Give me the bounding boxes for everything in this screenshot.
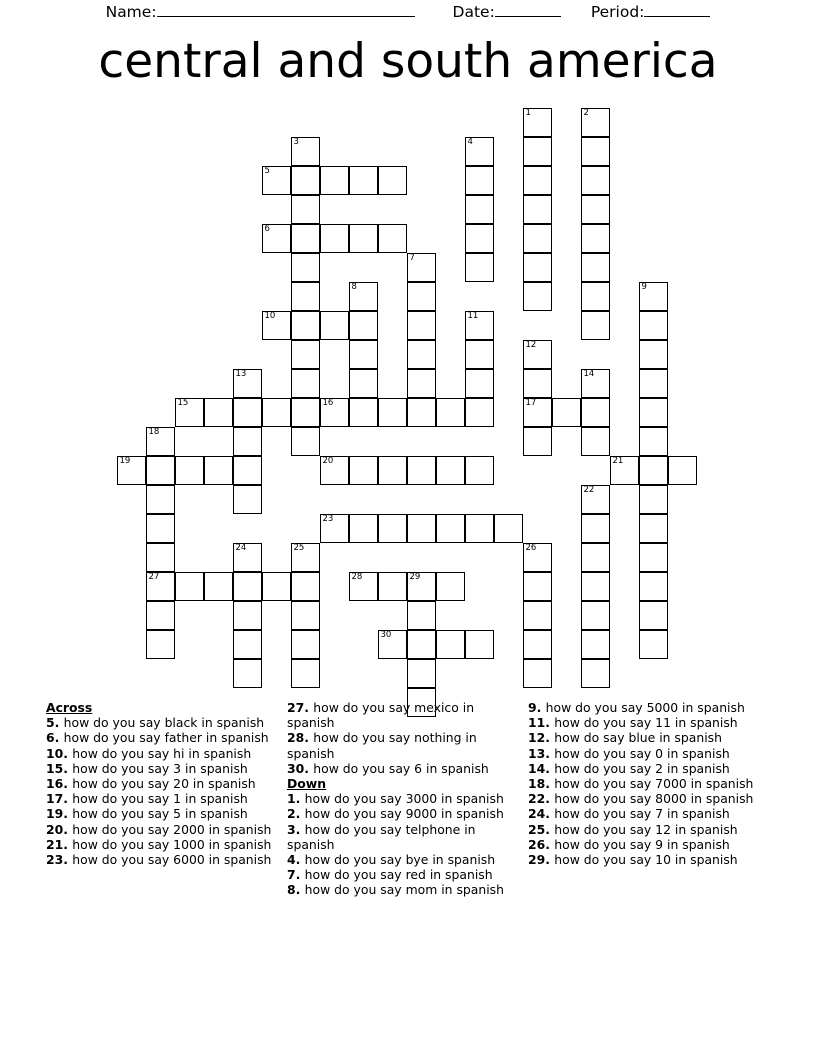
- clue-number: 19.: [46, 806, 73, 822]
- down-clue-11: [528, 715, 760, 730]
- across-clue-6: [46, 730, 277, 745]
- grid-cell[interactable]: [639, 572, 668, 601]
- grid-clue-number: 26: [525, 543, 537, 553]
- grid-clue-number: 10: [264, 311, 276, 321]
- grid-cell[interactable]: [436, 514, 465, 543]
- grid-cell[interactable]: [639, 514, 668, 543]
- across-clue-17: [46, 791, 277, 806]
- grid-cell[interactable]: [436, 398, 465, 427]
- clue-number: 10.: [46, 745, 73, 761]
- clue-number: 2.: [287, 806, 305, 822]
- grid-cell-start-26[interactable]: [523, 543, 552, 572]
- down-clue-29: [528, 852, 760, 867]
- clue-number: 23.: [46, 852, 73, 868]
- grid-cell-start-22[interactable]: [581, 485, 610, 514]
- grid-cell[interactable]: [233, 630, 262, 659]
- grid-cell[interactable]: [378, 456, 407, 485]
- grid-cell[interactable]: [233, 659, 262, 688]
- clue-number: 14.: [528, 760, 555, 776]
- clue-text: how do you say 1000 in spanish: [72, 836, 272, 852]
- grid-cell-start-23[interactable]: [320, 514, 349, 543]
- grid-cell[interactable]: [581, 253, 610, 282]
- grid-cell[interactable]: [262, 398, 291, 427]
- grid-cell[interactable]: [233, 398, 262, 427]
- grid-cell[interactable]: [291, 195, 320, 224]
- grid-cell[interactable]: [146, 514, 175, 543]
- down-clue-4: [287, 852, 518, 867]
- grid-cell[interactable]: [291, 253, 320, 282]
- grid-cell[interactable]: [639, 340, 668, 369]
- grid-cell-start-27[interactable]: [146, 572, 175, 601]
- clue-number: 28.: [287, 730, 314, 746]
- grid-cell[interactable]: [233, 427, 262, 456]
- clue-text: how do you say 11 in spanish: [554, 715, 738, 731]
- clue-number: 4.: [287, 852, 305, 868]
- clue-number: 20.: [46, 821, 73, 837]
- grid-cell[interactable]: [378, 572, 407, 601]
- grid-cell[interactable]: [523, 224, 552, 253]
- clue-number: 29.: [528, 852, 555, 868]
- grid-cell[interactable]: [291, 398, 320, 427]
- clue-number: 12.: [528, 730, 555, 746]
- clue-text: how do you say mexico in spanish: [287, 700, 475, 731]
- period-label: Period:: [590, 3, 645, 21]
- clue-number: 7.: [287, 867, 305, 883]
- grid-cell[interactable]: [291, 601, 320, 630]
- grid-cell[interactable]: [233, 601, 262, 630]
- down-clue-3: [287, 822, 518, 852]
- clue-text: how do you say 1 in spanish: [72, 791, 248, 807]
- grid-cell[interactable]: [523, 282, 552, 311]
- clue-text: how do you say mom in spanish: [304, 882, 504, 898]
- clue-number: 24.: [528, 806, 555, 822]
- grid-cell[interactable]: [639, 427, 668, 456]
- grid-cell[interactable]: [349, 456, 378, 485]
- down-clue-25: [528, 822, 760, 837]
- grid-cell[interactable]: [349, 514, 378, 543]
- clue-number: 8.: [287, 882, 305, 898]
- grid-cell[interactable]: [523, 601, 552, 630]
- grid-cell[interactable]: [146, 456, 175, 485]
- grid-cell[interactable]: [523, 137, 552, 166]
- grid-cell-start-4[interactable]: [465, 137, 494, 166]
- down-clue-26: [528, 837, 760, 852]
- grid-clue-number: 18: [148, 427, 160, 437]
- grid-cell[interactable]: [146, 543, 175, 572]
- across-clue-21: [46, 837, 277, 852]
- grid-cell[interactable]: [639, 543, 668, 572]
- grid-cell[interactable]: [407, 398, 436, 427]
- down-clue-9: [528, 700, 760, 715]
- down-clue-8: [287, 882, 518, 897]
- clue-number: 13.: [528, 745, 555, 761]
- grid-cell[interactable]: [639, 485, 668, 514]
- grid-cell[interactable]: [581, 137, 610, 166]
- grid-cell[interactable]: [407, 340, 436, 369]
- grid-cell[interactable]: [320, 166, 349, 195]
- clue-text: how do you say 7000 in spanish: [554, 776, 754, 792]
- clue-text: how do you say 7 in spanish: [554, 806, 730, 822]
- down-clue-2: [287, 806, 518, 821]
- grid-cell[interactable]: [581, 659, 610, 688]
- grid-clue-number: 23: [322, 514, 334, 524]
- page-title: central and south america: [98, 34, 718, 89]
- clue-number: 3.: [287, 821, 305, 837]
- across-clue-16: [46, 776, 277, 791]
- clue-number: 9.: [528, 700, 546, 715]
- grid-cell[interactable]: [581, 282, 610, 311]
- across-clue-30: [287, 761, 518, 776]
- grid-cell-start-11[interactable]: [465, 311, 494, 340]
- grid-cell[interactable]: [146, 601, 175, 630]
- grid-cell-start-5[interactable]: [262, 166, 291, 195]
- clue-text: how do you say 8000 in spanish: [554, 791, 754, 807]
- grid-cell[interactable]: [407, 601, 436, 630]
- clue-text: how do you say 3000 in spanish: [304, 791, 504, 807]
- clue-text: how do you say 2 in spanish: [554, 760, 730, 776]
- grid-cell[interactable]: [378, 398, 407, 427]
- clue-number: 16.: [46, 776, 73, 792]
- grid-clue-number: 13: [235, 369, 247, 379]
- grid-cell[interactable]: [465, 514, 494, 543]
- grid-cell[interactable]: [639, 369, 668, 398]
- clue-text: how do you say 9 in spanish: [554, 836, 730, 852]
- grid-cell[interactable]: [436, 572, 465, 601]
- grid-clue-number: 30: [380, 630, 392, 640]
- clue-text: how do you say 10 in spanish: [554, 852, 738, 868]
- clue-number: 25.: [528, 821, 555, 837]
- clue-number: 21.: [46, 836, 73, 852]
- grid-cell[interactable]: [175, 456, 204, 485]
- clue-text: how do you say 20 in spanish: [72, 776, 256, 792]
- clue-text: how do you say 2000 in spanish: [72, 821, 272, 837]
- grid-cell-start-24[interactable]: [233, 543, 262, 572]
- grid-clue-number: 4: [467, 137, 473, 147]
- down-clue-12: [528, 730, 760, 745]
- grid-cell[interactable]: [378, 514, 407, 543]
- grid-cell[interactable]: [407, 514, 436, 543]
- grid-cell[interactable]: [581, 166, 610, 195]
- grid-cell[interactable]: [465, 398, 494, 427]
- grid-cell-start-2[interactable]: [581, 108, 610, 137]
- grid-clue-number: 2: [583, 108, 589, 118]
- grid-cell[interactable]: [581, 601, 610, 630]
- grid-cell[interactable]: [349, 340, 378, 369]
- clue-text: how do you say hi in spanish: [72, 745, 252, 761]
- grid-cell-start-16[interactable]: [320, 398, 349, 427]
- across-heading: Across: [46, 700, 93, 715]
- grid-cell[interactable]: [349, 369, 378, 398]
- grid-cell[interactable]: [291, 572, 320, 601]
- clue-number: 22.: [528, 791, 555, 807]
- clue-text: how do you say father in spanish: [63, 730, 269, 746]
- grid-cell[interactable]: [349, 224, 378, 253]
- grid-cell[interactable]: [291, 659, 320, 688]
- grid-clue-number: 19: [119, 456, 131, 466]
- grid-cell[interactable]: [378, 224, 407, 253]
- grid-cell[interactable]: [465, 630, 494, 659]
- grid-cell-start-21[interactable]: [610, 456, 639, 485]
- grid-cell[interactable]: [233, 572, 262, 601]
- grid-cell[interactable]: [378, 166, 407, 195]
- grid-cell-start-18[interactable]: [146, 427, 175, 456]
- grid-cell[interactable]: [349, 311, 378, 340]
- grid-cell-start-6[interactable]: [262, 224, 291, 253]
- clue-text: how do you say bye in spanish: [304, 852, 496, 868]
- grid-clue-number: 27: [148, 572, 160, 582]
- grid-cell[interactable]: [523, 369, 552, 398]
- grid-cell-start-28[interactable]: [349, 572, 378, 601]
- grid-cell[interactable]: [494, 514, 523, 543]
- grid-cell[interactable]: [407, 369, 436, 398]
- down-heading: Down: [287, 776, 327, 792]
- grid-clue-number: 3: [293, 137, 299, 147]
- clue-text: how do you say 3 in spanish: [72, 760, 248, 776]
- period-blank-line[interactable]: [644, 2, 710, 17]
- grid-cell[interactable]: [204, 398, 233, 427]
- grid-cell[interactable]: [581, 630, 610, 659]
- clue-number: 18.: [528, 776, 555, 792]
- grid-cell[interactable]: [581, 311, 610, 340]
- grid-cell-start-14[interactable]: [581, 369, 610, 398]
- grid-clue-number: 22: [583, 485, 595, 495]
- name-label: Name:: [105, 3, 157, 21]
- grid-cell[interactable]: [552, 398, 581, 427]
- down-clue-22: [528, 791, 760, 806]
- grid-cell[interactable]: [291, 224, 320, 253]
- grid-cell[interactable]: [639, 601, 668, 630]
- grid-cell[interactable]: [175, 572, 204, 601]
- grid-cell[interactable]: [291, 369, 320, 398]
- grid-clue-number: 12: [525, 340, 537, 350]
- clue-number: 5.: [46, 715, 64, 731]
- grid-cell[interactable]: [465, 456, 494, 485]
- grid-cell[interactable]: [291, 311, 320, 340]
- grid-cell-start-9[interactable]: [639, 282, 668, 311]
- clue-column-2: [287, 700, 528, 898]
- grid-cell[interactable]: [291, 630, 320, 659]
- across-clue-28: [287, 730, 518, 760]
- across-clue-15: [46, 761, 277, 776]
- grid-cell[interactable]: [523, 195, 552, 224]
- down-clue-1: [287, 791, 518, 806]
- grid-clue-number: 9: [641, 282, 647, 292]
- grid-cell[interactable]: [523, 630, 552, 659]
- grid-cell-start-29[interactable]: [407, 572, 436, 601]
- clue-number: 30.: [287, 760, 314, 776]
- grid-cell[interactable]: [668, 456, 697, 485]
- grid-clue-number: 25: [293, 543, 305, 553]
- grid-cell[interactable]: [407, 282, 436, 311]
- grid-cell[interactable]: [465, 166, 494, 195]
- grid-cell[interactable]: [465, 340, 494, 369]
- clue-number: 11.: [528, 715, 555, 731]
- grid-cell[interactable]: [407, 311, 436, 340]
- down-clue-24: [528, 806, 760, 821]
- clue-text: how do you say 0 in spanish: [554, 745, 730, 761]
- down-clue-18: [528, 776, 760, 791]
- grid-cell[interactable]: [407, 659, 436, 688]
- grid-clue-number: 8: [351, 282, 357, 292]
- across-clue-19: [46, 806, 277, 821]
- grid-clue-number: 7: [409, 253, 415, 263]
- clue-number: 26.: [528, 836, 555, 852]
- grid-cell[interactable]: [465, 253, 494, 282]
- clue-text: how do you say telphone in spanish: [287, 821, 476, 852]
- grid-cell-start-13[interactable]: [233, 369, 262, 398]
- grid-cell[interactable]: [523, 427, 552, 456]
- grid-cell[interactable]: [639, 630, 668, 659]
- grid-clue-number: 6: [264, 224, 270, 234]
- grid-cell-start-1[interactable]: [523, 108, 552, 137]
- clue-text: how do you say 5000 in spanish: [545, 700, 745, 715]
- grid-cell[interactable]: [639, 311, 668, 340]
- grid-clue-number: 15: [177, 398, 189, 408]
- grid-cell[interactable]: [349, 166, 378, 195]
- across-clue-20: [46, 822, 277, 837]
- grid-cell[interactable]: [523, 572, 552, 601]
- across-clue-23: [46, 852, 277, 867]
- grid-cell-start-8[interactable]: [349, 282, 378, 311]
- grid-cell[interactable]: [581, 224, 610, 253]
- down-clue-7: [287, 867, 518, 882]
- clue-text: how do you say 6 in spanish: [313, 760, 489, 776]
- grid-cell-start-25[interactable]: [291, 543, 320, 572]
- grid-cell-start-7[interactable]: [407, 253, 436, 282]
- grid-cell-start-20[interactable]: [320, 456, 349, 485]
- grid-cell-start-17[interactable]: [523, 398, 552, 427]
- grid-cell[interactable]: [465, 224, 494, 253]
- date-field: [453, 2, 561, 21]
- clue-text: how do you say red in spanish: [304, 867, 493, 883]
- clue-text: how do you say nothing in spanish: [287, 730, 477, 761]
- grid-clue-number: 5: [264, 166, 270, 176]
- grid-cell[interactable]: [581, 195, 610, 224]
- grid-clue-number: 11: [467, 311, 479, 321]
- grid-cell[interactable]: [581, 543, 610, 572]
- grid-cell-start-19[interactable]: [117, 456, 146, 485]
- clue-number: 15.: [46, 760, 73, 776]
- grid-cell[interactable]: [581, 572, 610, 601]
- grid-cell[interactable]: [523, 659, 552, 688]
- grid-cell-start-3[interactable]: [291, 137, 320, 166]
- grid-cell[interactable]: [233, 456, 262, 485]
- period-field: [591, 2, 711, 21]
- grid-cell[interactable]: [146, 485, 175, 514]
- grid-cell[interactable]: [291, 427, 320, 456]
- grid-cell[interactable]: [639, 456, 668, 485]
- date-label: Date:: [452, 3, 495, 21]
- grid-cell[interactable]: [291, 282, 320, 311]
- clue-text: how do you say 5 in spanish: [72, 806, 248, 822]
- crossword-grid: [117, 108, 717, 698]
- worksheet-header: [0, 0, 816, 28]
- down-clue-14: [528, 761, 760, 776]
- grid-cell[interactable]: [262, 572, 291, 601]
- grid-cell-start-12[interactable]: [523, 340, 552, 369]
- date-blank-line[interactable]: [495, 2, 561, 17]
- clue-text: how do you say black in spanish: [63, 715, 265, 731]
- grid-cell[interactable]: [407, 456, 436, 485]
- down-clue-13: [528, 746, 760, 761]
- grid-cell-start-10[interactable]: [262, 311, 291, 340]
- clue-lists: [46, 700, 770, 898]
- grid-cell[interactable]: [465, 369, 494, 398]
- clue-text: how do you say 6000 in spanish: [72, 852, 272, 868]
- grid-clue-number: 21: [612, 456, 624, 466]
- name-blank-line[interactable]: [157, 2, 415, 17]
- grid-cell[interactable]: [349, 398, 378, 427]
- grid-clue-number: 20: [322, 456, 334, 466]
- grid-cell[interactable]: [581, 427, 610, 456]
- grid-cell[interactable]: [639, 398, 668, 427]
- grid-cell[interactable]: [523, 166, 552, 195]
- grid-clue-number: 24: [235, 543, 247, 553]
- grid-cell[interactable]: [291, 340, 320, 369]
- clue-number: 17.: [46, 791, 73, 807]
- grid-cell[interactable]: [465, 195, 494, 224]
- across-clue-10: [46, 746, 277, 761]
- across-clue-27: [287, 700, 518, 730]
- grid-clue-number: 1: [525, 108, 531, 118]
- grid-cell[interactable]: [204, 456, 233, 485]
- grid-cell[interactable]: [523, 253, 552, 282]
- across-clue-5: [46, 715, 277, 730]
- grid-clue-number: 28: [351, 572, 363, 582]
- grid-cell[interactable]: [436, 630, 465, 659]
- clue-text: how do say blue in spanish: [554, 730, 722, 746]
- grid-cell[interactable]: [407, 630, 436, 659]
- grid-cell[interactable]: [204, 572, 233, 601]
- grid-clue-number: 14: [583, 369, 595, 379]
- grid-cell[interactable]: [320, 224, 349, 253]
- grid-cell-start-15[interactable]: [175, 398, 204, 427]
- name-field: [106, 2, 415, 21]
- clue-text: how do you say 12 in spanish: [554, 821, 738, 837]
- grid-cell[interactable]: [581, 514, 610, 543]
- grid-cell[interactable]: [291, 166, 320, 195]
- clue-number: 6.: [46, 730, 64, 746]
- grid-cell[interactable]: [233, 485, 262, 514]
- clue-column-1: [46, 700, 287, 867]
- grid-cell[interactable]: [581, 398, 610, 427]
- grid-clue-number: 29: [409, 572, 421, 582]
- grid-cell[interactable]: [320, 311, 349, 340]
- clue-column-3: [528, 700, 770, 867]
- grid-clue-number: 16: [322, 398, 334, 408]
- grid-cell[interactable]: [146, 630, 175, 659]
- grid-clue-number: 17: [525, 398, 537, 408]
- grid-cell-start-30[interactable]: [378, 630, 407, 659]
- clue-number: 27.: [287, 700, 314, 715]
- clue-number: 1.: [287, 791, 305, 807]
- clue-text: how do you say 9000 in spanish: [304, 806, 504, 822]
- grid-cell[interactable]: [436, 456, 465, 485]
